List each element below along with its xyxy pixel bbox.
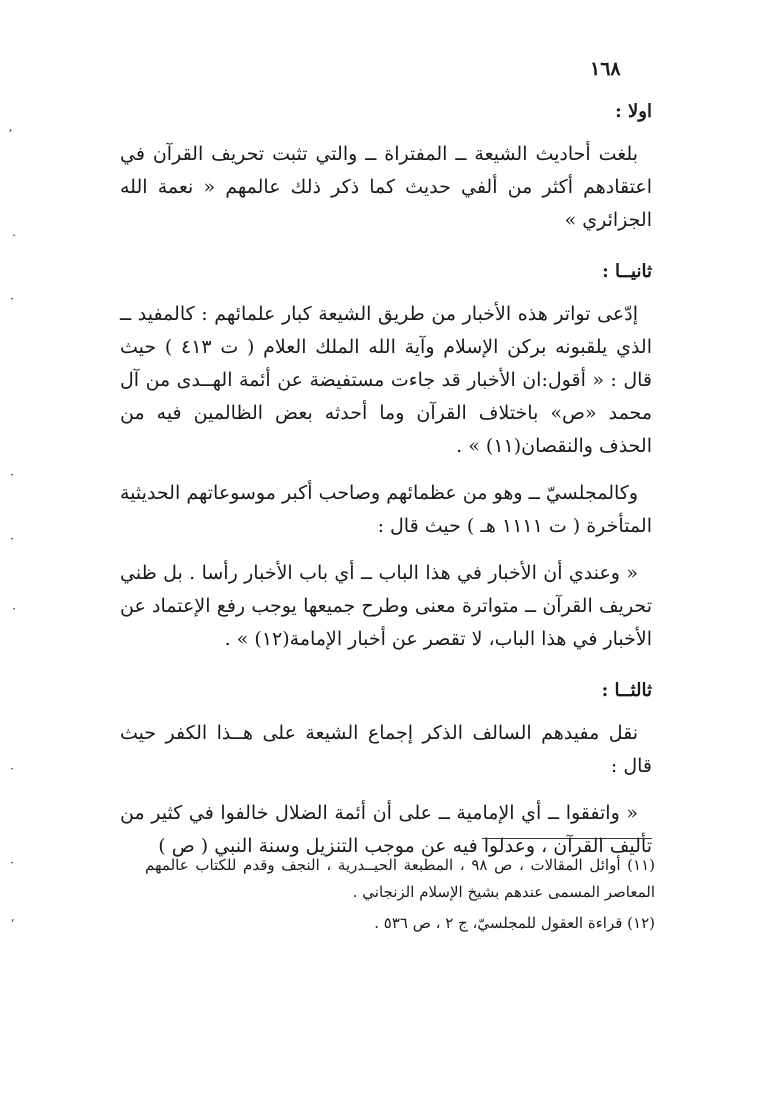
main-text: [120, 95, 652, 877]
section-heading-second: ثانيــا :: [602, 261, 652, 282]
section-heading-first: اولا :: [615, 101, 652, 122]
margin-speck: ·: [10, 468, 15, 483]
paragraph-mufid-claim: إدّعى تواتر هذه الأخبار من طريق الشيعة كبار علمائهم : كالمفيد ــ الذي يلقبونه بركن الإسلام وآية الله الملك العلام ( ت ٤١٣ ) حيث قال : « أقول:ان الأخبار قد جاءت مستفيضة عن أئمة الهــدى من آل محمد «ص» باختلاف القرآن وما أحدثه بعض الظالمين فيه من الحذف والنقصان(١١) » .: [120, 303, 652, 457]
paragraph-hadith-count: بلغت أحاديث الشيعة ــ المفتراة ــ والتي تثبت تحريف القرآن في اعتقادهم أكثر من ألفي حديث كما ذكر ذلك عالمهم « نعمة الله الجزائري »: [120, 143, 652, 231]
footnote-11: (١١) أوائل المقالات ، ص ٩٨ ، المطبعة الحيــدرية ، النجف وقدم للكتاب عالمهم المعاصر المسمى عندهم بشيخ الإسلام الزنجاني .: [145, 856, 655, 901]
margin-speck: ˎ: [12, 223, 17, 238]
paragraph-majlisi-quote: « وعندي أن الأخبار في هذا الباب ــ أي باب الأخبار رأسا . بل ظني تحريف القرآن ــ متواترة معنى وطرح جميعها يوجب رفع الإعتماد عن الأخبار في هذا الباب، لا تقصر عن أخبار الإمامة(١٢) » .: [120, 562, 652, 650]
paragraph-consensus-quote: « واتفقوا ــ أي الإمامية ــ على أن أئمة الضلال خالفوا في كثير من تأليف القرآن ، وعدلوا فيه عن موجب التنزيل وسنة النبي ( ص ): [120, 802, 652, 857]
margin-speck: ·: [12, 602, 17, 617]
paragraph-majlisi-intro: وكالمجلسيّ ــ وهو من عظمائهم وصاحب أكبر موسوعاتهم الحديثية المتأخرة ( ت ١١١١ هـ ) حيث قال :: [120, 482, 652, 537]
margin-speck: ʼ: [10, 918, 15, 933]
margin-speck: ·: [10, 762, 15, 777]
page-number: ١٦٨: [590, 58, 621, 80]
footnote-12: (١٢) قراءة العقول للمجلسيّ، ج ٢ ، ص ٥٣٦ .: [374, 914, 655, 932]
margin-speck: ʼ: [8, 128, 13, 143]
paragraph-consensus: نقل مفيدهم السالف الذكر إجماع الشيعة على هــذا الكفر حيث قال :: [120, 722, 652, 777]
margin-speck: ·: [10, 856, 15, 871]
margin-speck: ·: [10, 532, 15, 547]
footnote-divider: [482, 838, 652, 839]
footnotes: [145, 852, 655, 941]
margin-speck: ·: [10, 292, 15, 307]
section-heading-third: ثالثــا :: [601, 680, 652, 701]
